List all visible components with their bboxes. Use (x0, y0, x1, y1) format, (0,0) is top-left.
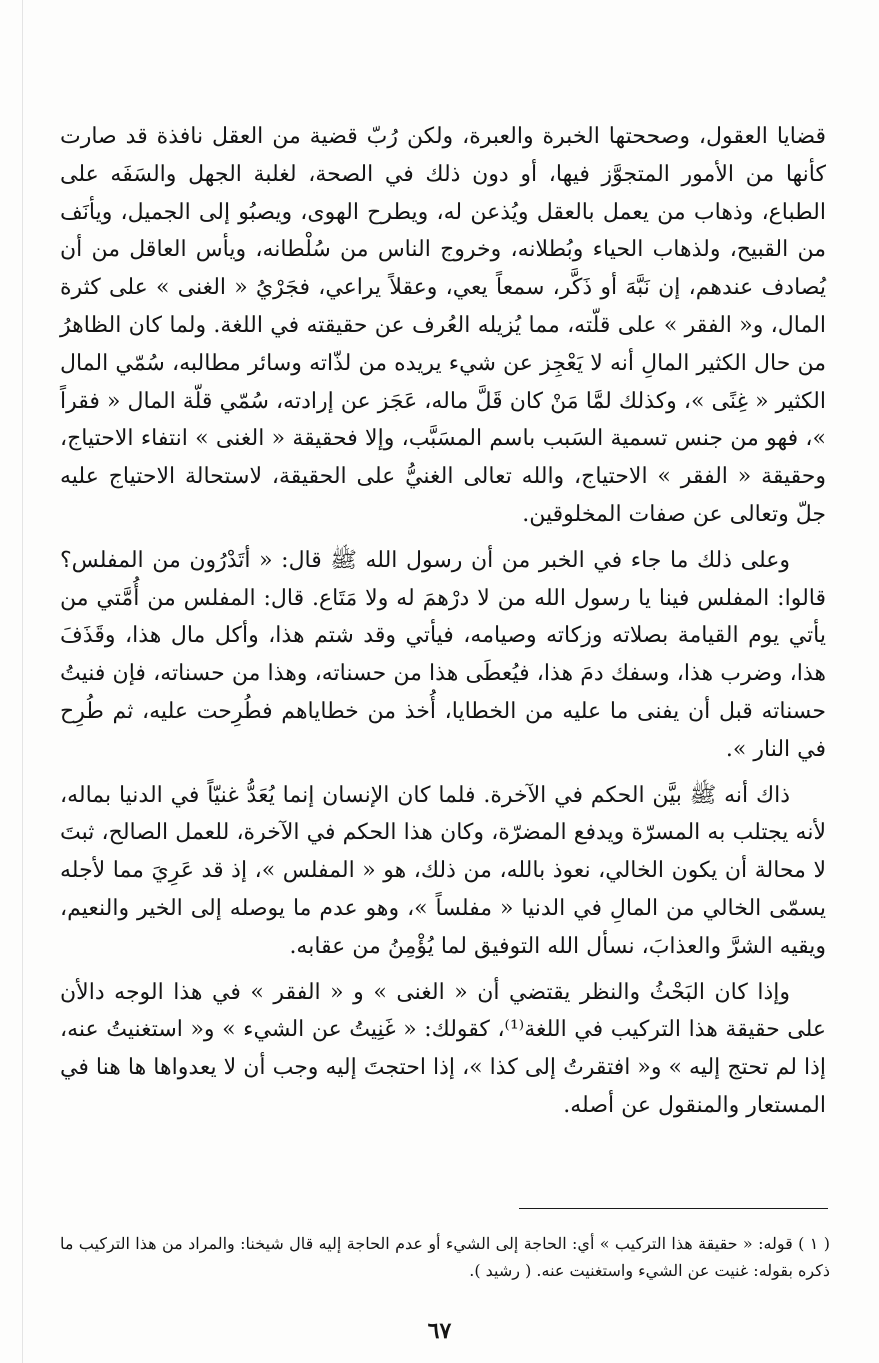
paragraph-4: وإذا كان البَحْثُ والنظر يقتضي أن « الغنى » و « الفقر » في هذا الوجه دالأن على حقيقة هذا التركيب في اللغة⁽¹⁾، كقولك: « غَنِيتُ عن الشيء » و« استغنيتُ عنه، إذا لم تحتج إليه » و« افتقرتُ إلى كذا »، إذا احتجتَ إليه وجب أن لا يعدواها ها هنا في المستعار والمنقول عن أصله. (60, 979, 827, 1118)
paragraph-3: ذاك أنه ﷺ بيَّن الحكم في الآخرة. فلما كان الإنسان إنما يُعَدُّ غنيّاً في الدنيا بماله، لأنه يجتلب به المسرّة ويدفع المضرّة، وكان هذا الحكم في الآخرة، للعمل الصالح، ثبتَ لا محالة أن يكون الخالي، نعوذ بالله، من ذلك، هو « المفلس »، إذ قد عَرِيَ مما لأجله يسمّى الخالي من المالِ في الدنيا « مفلساً »، وهو عدم ما يوصله إلى الخير والنعيم، ويقيه الشرَّ والعذابَ، نسأل الله التوفيق لما يُؤْمِنُ من عقابه. (60, 782, 826, 959)
footnotes (60, 1230, 830, 1284)
paragraph-1: قضايا العقول، وصححتها الخبرة والعبرة، ولكن رُبّ قضية من العقل نافذة قد صارت كأنها من الأمور المتجوَّز فيها، أو دون ذلك في الصحة، لغلبة الجهل والسَفَه على الطباع، وذهاب من يعمل بالعقل ويُذعن له، ويطرح الهوى، ويصبُو إلى الجميل، ويأنَف من القبيح، ولذهاب الحياء وبُطلانه، وخروج الناس من سُلْطانه، ويأس العاقل من أن يُصادف عندهم، إن نَبَّهَ أو ذَكَّر، سمعاً يعي، وعقلاً يراعي، فجَرْيُ « الغنى » على كثرة المال، و« الفقر » على قلّته، مما يُزيله العُرف عن حقيقته في اللغة. ولما كان الظاهرُ من حال الكثير المالِ أنه لا يَعْجِز عن شيء يريده من لذّاته وسائر مطالبه، سُمّي المال الكثير « غِنًى »، وكذلك لمَّا مَنْ كان قَلَّ ماله، عَجَز عن إرادته، سُمّي قلّة المال « فقراً »، فهو من جنس تسمية السَبب باسم المسَبَّب، وإلا فحقيقة « الغنى » انتفاء الاحتياج، وحقيقة « الفقر » الاحتياج، والله تعالى الغنيُّ على الحقيقة، لاستحالة الاحتياج عليه جلّ وتعالى عن صفات المخلوقين. (60, 124, 826, 527)
footnote-1: ( ١ ) قوله: « حقيقة هذا التركيب » أي: الحاجة إلى الشيء أو عدم الحاجة إليه قال شيخنا: والمراد من هذا التركيب ما ذكره بقوله: غنيت عن الشيء واستغنيت عنه. ( رشيد ). (60, 1234, 830, 1280)
paragraph-2: وعلى ذلك ما جاء في الخبر من أن رسول الله ﷺ قال: « أتَدْرُون من المفلس؟ قالوا: المفلس فينا يا رسول الله من لا درْهمَ له ولا مَتَاع. قال: المفلس من أُمَّتي من يأتي يوم القيامة بصلاته وزكاته وصيامه، فيأتي وقد شتم هذا، وأكل مال هذا، وقَذَفَ هذا، وضرب هذا، وسفك دمَ هذا، فيُعطَى هذا من حسناته، وهذا من حسناته، فإن فنيتُ حسناته قبل أن يفنى ما عليه من الخطايا، أُخذ من خطاياهم فطُرِحت عليه، ثم طُرِح في النار ». (60, 547, 826, 762)
page-number: ٦٧ (427, 1318, 452, 1344)
page-edge-line (22, 0, 23, 1363)
footnote-separator (519, 1208, 828, 1209)
main-text (60, 118, 826, 1125)
